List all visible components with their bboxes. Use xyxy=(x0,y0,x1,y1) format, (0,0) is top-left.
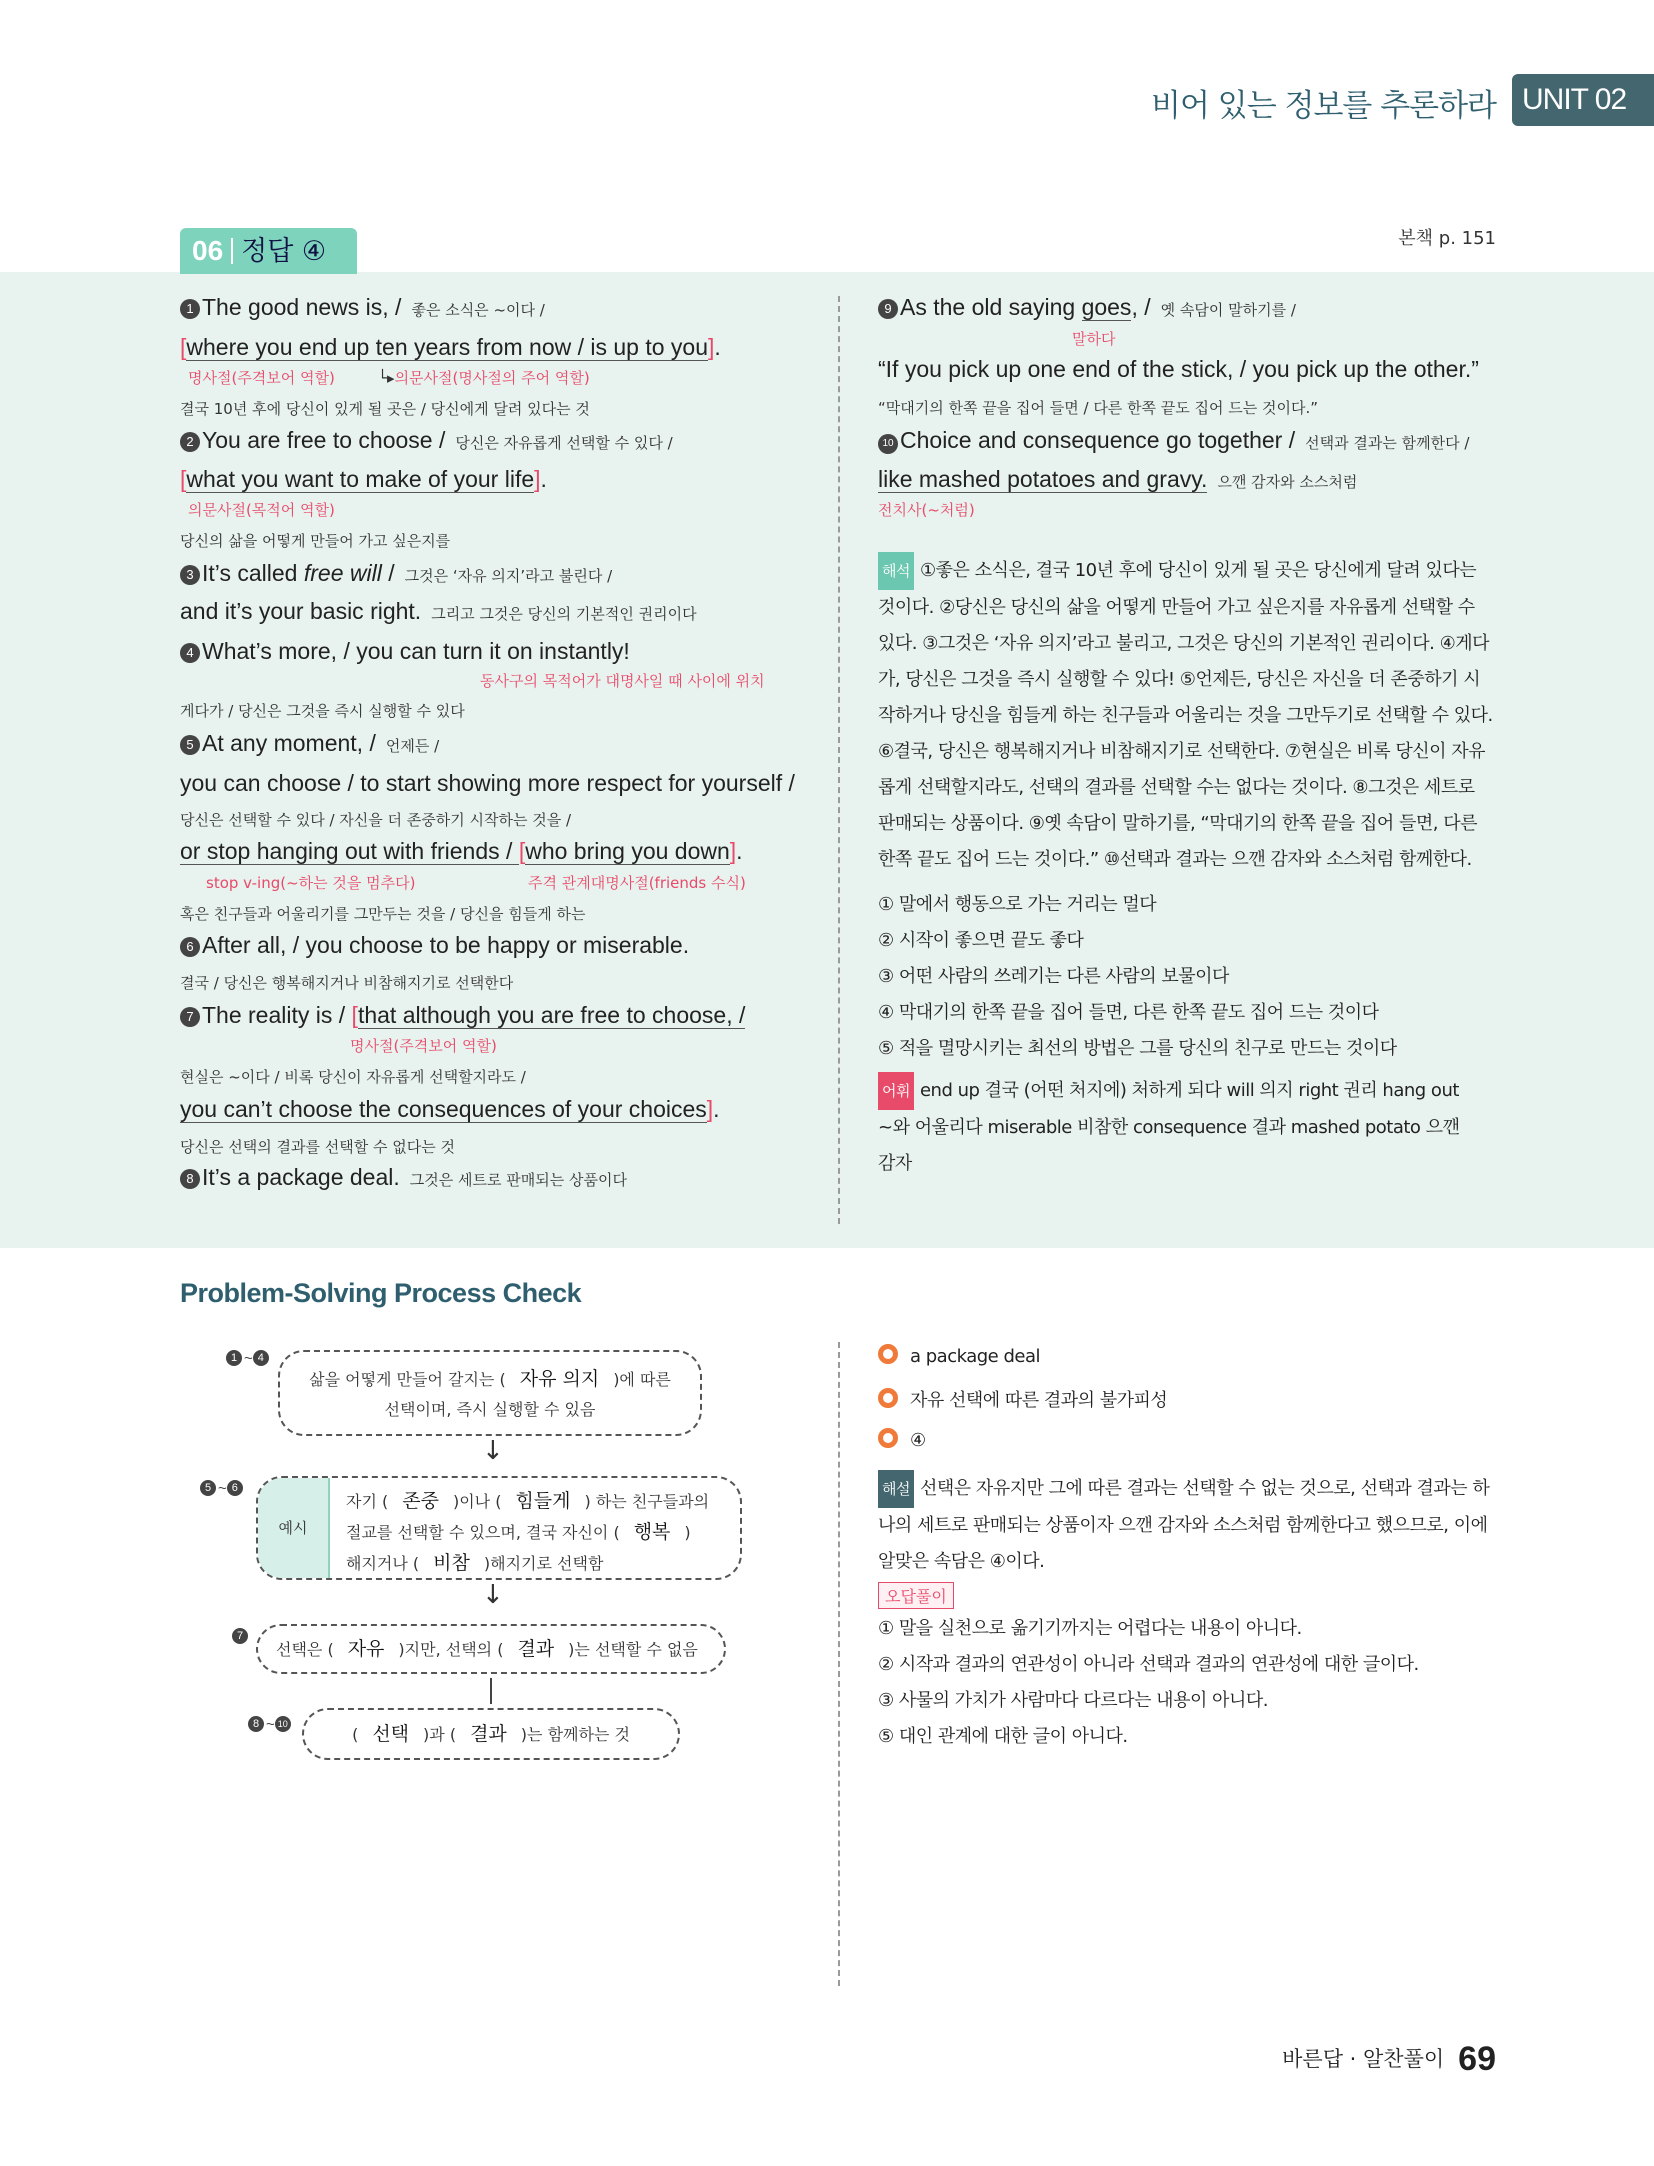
answer-item-2: 자유 선택에 따른 결과의 불가피성 xyxy=(878,1386,1167,1412)
step-label: 5 ~ 6 xyxy=(200,1480,245,1497)
translation-line: 현실은 ~이다 / 비록 당신이 자유롭게 선택할지라도 / xyxy=(180,1068,526,1086)
translation-line: 것이다. ②당신은 당신의 삶을 어떻게 만들어 가고 싶은지를 자유롭게 선택할 수 xyxy=(878,597,1475,618)
sentence-3: 3 It’s called free will / 그것은 ‘자유 의지’라고 불린다 / xyxy=(180,560,612,587)
sentence-7: 7 The reality is / [that although you are free to choose, / xyxy=(180,1002,745,1029)
wrong-answer-item: ① 말을 실천으로 옮기기까지는 어렵다는 내용이 아니다. xyxy=(878,1618,1302,1639)
wrong-answer-item: ② 시작과 결과의 연관성이 아니라 선택과 결과의 연관성에 대한 글이다. xyxy=(878,1654,1419,1675)
step-label: 1 ~ 4 xyxy=(226,1350,271,1367)
translation-line: ⑥결국, 당신은 행복해지거나 비참해지기로 선택한다. ⑦현실은 비록 당신이 자유 xyxy=(878,741,1486,762)
translation-line: 결국 10년 후에 당신이 있게 될 곳은 / 당신에게 달려 있다는 것 xyxy=(180,400,590,418)
example-tag: 예시 xyxy=(258,1478,330,1578)
chapter-title: 비어 있는 정보를 추론하라 xyxy=(1151,88,1496,124)
circle-bullet-icon xyxy=(878,1388,898,1408)
column-divider xyxy=(838,1342,840,1986)
sentence-2b: [what you want to make of your life]. xyxy=(180,466,547,492)
translation-line: 한쪽 끝도 집어 드는 것이다.” ⑩선택과 결과는 으깬 감자와 소스처럼 함께한다. xyxy=(878,849,1472,870)
sentence-3b: and it’s your basic right. 그리고 그것은 당신의 기본적인 권리이다 xyxy=(180,598,697,624)
gloss: 명사절(주격보어 역할) xyxy=(350,1037,497,1055)
circle-bullet-icon xyxy=(878,1344,898,1364)
sentence-1: 1 The good news is, / 좋은 소식은 ~이다 / xyxy=(180,294,545,321)
sentence-7b: you can’t choose the consequences of your choices]. xyxy=(180,1096,720,1122)
sentence-4: 4 What’s more, / you can turn it on instantly! xyxy=(180,638,630,665)
vocab-tag: 어휘 xyxy=(878,1072,914,1110)
question-number: 06 xyxy=(192,235,224,266)
answer-badge xyxy=(180,228,357,274)
answer-item-1: a package deal xyxy=(878,1344,1040,1367)
footer xyxy=(1282,2040,1496,2079)
column-divider xyxy=(838,296,840,1224)
translation-line: 혹은 친구들과 어울리기를 그만두는 것을 / 당신을 힘들게 하는 xyxy=(180,905,586,923)
sentence-9b: “If you pick up one end of the stick, / you pick up the other.” xyxy=(878,356,1479,382)
vocab-line: 어휘 end up 결국 (어떤 처지에) 처하게 되다 will 의지 right 권리 hang out xyxy=(878,1072,1498,1110)
translation-tag: 해석 xyxy=(878,552,914,590)
answer-item-3: ④ xyxy=(878,1428,926,1451)
translation-line: “막대기의 한쪽 끝을 집어 들면 / 다른 한쪽 끝도 집어 드는 것이다.” xyxy=(878,399,1319,417)
translation-line: 판매되는 상품이다. ⑨옛 속담이 말하기를, “막대기의 한쪽 끝을 집어 들면, 다른 xyxy=(878,813,1477,834)
vocab-line: ~와 어울리다 miserable 비참한 consequence 결과 mashed potato 으깬 xyxy=(878,1117,1460,1138)
gloss: 전치사(~처럼) xyxy=(878,501,975,519)
explanation-line: 알맞은 속담은 ④이다. xyxy=(878,1551,1045,1572)
sentence-8: 8 It’s a package deal. 그것은 세트로 판매되는 상품이다 xyxy=(180,1164,627,1191)
book-name: 바른답 · 알찬풀이 xyxy=(1282,2047,1445,2071)
gloss: 명사절(주격보어 역할) xyxy=(188,369,335,387)
gloss: stop v-ing(~하는 것을 멈추다) xyxy=(206,874,416,892)
full-translation xyxy=(878,552,1498,878)
explanation-line: 해설 선택은 자유지만 그에 따른 결과는 선택할 수 없는 것으로, 선택과 결과는 하 xyxy=(878,1470,1498,1508)
translation-line: 가, 당신은 그것을 즉시 실행할 수 있다! ⑤언제든, 당신은 자신을 더 존중하기 시 xyxy=(878,669,1481,690)
translation-line: 당신은 선택할 수 있다 / 자신을 더 존중하기 시작하는 것을 / xyxy=(180,811,572,829)
wrong-answer-item: ③ 사물의 가치가 사람마다 다르다는 내용이 아니다. xyxy=(878,1690,1268,1711)
sentence-10b: like mashed potatoes and gravy. 으깬 감자와 소스처럼 xyxy=(878,466,1358,492)
sentence-5: 5 At any moment, / 언제든 / xyxy=(180,730,439,757)
gloss: 주격 관계대명사절(friends 수식) xyxy=(528,874,746,892)
process-box-4: ( 선택 )과 ( 결과 )는 함께하는 것 xyxy=(302,1708,680,1760)
arrow-down-icon: ↓ xyxy=(482,1436,504,1466)
translation-line: 결국 / 당신은 행복해지거나 비참해지기로 선택한다 xyxy=(180,974,514,992)
connector-line xyxy=(490,1678,492,1704)
gloss: 말하다 xyxy=(1072,330,1116,348)
step-label: 7 xyxy=(232,1628,250,1645)
section-title: Problem-Solving Process Check xyxy=(180,1278,582,1308)
gloss: 동사구의 목적어가 대명사일 때 사이에 위치 xyxy=(480,672,765,690)
circle-bullet-icon xyxy=(878,1428,898,1448)
translation-line: 작하거나 당신을 힘들게 하는 친구들과 어울리는 것을 그만두기로 선택할 수 있다. xyxy=(878,705,1493,726)
translation-line: 해석 ①좋은 소식은, 결국 10년 후에 당신이 있게 될 곳은 당신에게 달려 있다는 xyxy=(878,552,1498,590)
process-box-1: 삶을 어떻게 만들어 갈지는 ( 자유 의지 )에 따른 선택이며, 즉시 실행할 수 있음 xyxy=(278,1350,702,1436)
explanation-line: 나의 세트로 판매되는 상품이자 으깬 감자와 소스처럼 함께한다고 했으므로, 이에 xyxy=(878,1515,1488,1536)
gloss: 의문사절(목적어 역할) xyxy=(188,501,335,519)
explanation-tag: 해설 xyxy=(878,1470,914,1508)
translation-line: 롭게 선택할지라도, 선택의 결과를 선택할 수는 없다는 것이다. ⑧그것은 세트로 xyxy=(878,777,1475,798)
translation-line: 당신의 삶을 어떻게 만들어 가고 싶은지를 xyxy=(180,532,451,550)
wrong-tag: 오답풀이 xyxy=(878,1582,954,1609)
sentence-1-ko: 좋은 소식은 ~이다 / xyxy=(411,301,545,319)
option-item: ⑤ 적을 멸망시키는 최선의 방법은 그를 당신의 친구로 만드는 것이다 xyxy=(878,1038,1397,1059)
number-icon: 1 xyxy=(180,299,200,319)
page-number: 69 xyxy=(1458,2040,1496,2078)
translation-line: 게다가 / 당신은 그것을 즉시 실행할 수 있다 xyxy=(180,702,465,720)
wrong-answer-list xyxy=(878,1614,1419,1758)
wrong-answer-item: ⑤ 대인 관계에 대한 글이 아니다. xyxy=(878,1726,1128,1747)
process-box-3: 선택은 ( 자유 )지만, 선택의 ( 결과 )는 선택할 수 없음 xyxy=(256,1624,726,1674)
sentence-5b: you can choose / to start showing more respect for yourself / xyxy=(180,770,795,796)
gloss: └▸의문사절(명사절의 주어 역할) xyxy=(378,369,590,387)
sentence-9: 9 As the old saying goes, / 옛 속담이 말하기를 / xyxy=(878,294,1296,321)
arrow-down-icon: ↓ xyxy=(482,1580,504,1610)
page-reference: 본책 p. 151 xyxy=(1398,228,1496,249)
step-label: 8 ~ 10 xyxy=(248,1716,293,1733)
vocab-line: 감자 xyxy=(878,1153,912,1174)
sentence-10: 10 Choice and consequence go together / 선택과 결과는 함께한다 / xyxy=(878,427,1469,454)
option-item: ④ 막대기의 한쪽 끝을 집어 들면, 다른 한쪽 끝도 집어 드는 것이다 xyxy=(878,1002,1379,1023)
explanation xyxy=(878,1470,1498,1580)
translation-line: 당신은 선택의 결과를 선택할 수 없다는 것 xyxy=(180,1138,455,1156)
vocabulary xyxy=(878,1072,1498,1182)
option-item: ② 시작이 좋으면 끝도 좋다 xyxy=(878,930,1084,951)
sentence-6: 6 After all, / you choose to be happy or miserable. xyxy=(180,932,689,959)
unit-badge: UNIT 02 xyxy=(1512,74,1654,126)
sentence-1b: [where you end up ten years from now / is up to you]. xyxy=(180,334,721,360)
translation-line: 있다. ③그것은 ‘자유 의지’라고 불리고, 그것은 당신의 기본적인 권리이다. ④게다 xyxy=(878,633,1490,654)
answer-label: 정답 ④ xyxy=(241,236,327,267)
option-item: ③ 어떤 사람의 쓰레기는 다른 사람의 보물이다 xyxy=(878,966,1229,987)
sentence-2: 2 You are free to choose / 당신은 자유롭게 선택할 수 있다 / xyxy=(180,427,673,454)
option-list xyxy=(878,890,1397,1070)
process-box-2: 예시 자기 ( 존중 )이나 ( 힘들게 ) 하는 친구들과의 절교를 선택할 수 있으며, 결국 자신이 ( 행복 ) 해지거나 ( 비참 )해지기로 선택함 xyxy=(256,1476,742,1580)
option-item: ① 말에서 행동으로 가는 거리는 멀다 xyxy=(878,894,1157,915)
sentence-5c: or stop hanging out with friends / [who bring you down]. xyxy=(180,838,743,864)
